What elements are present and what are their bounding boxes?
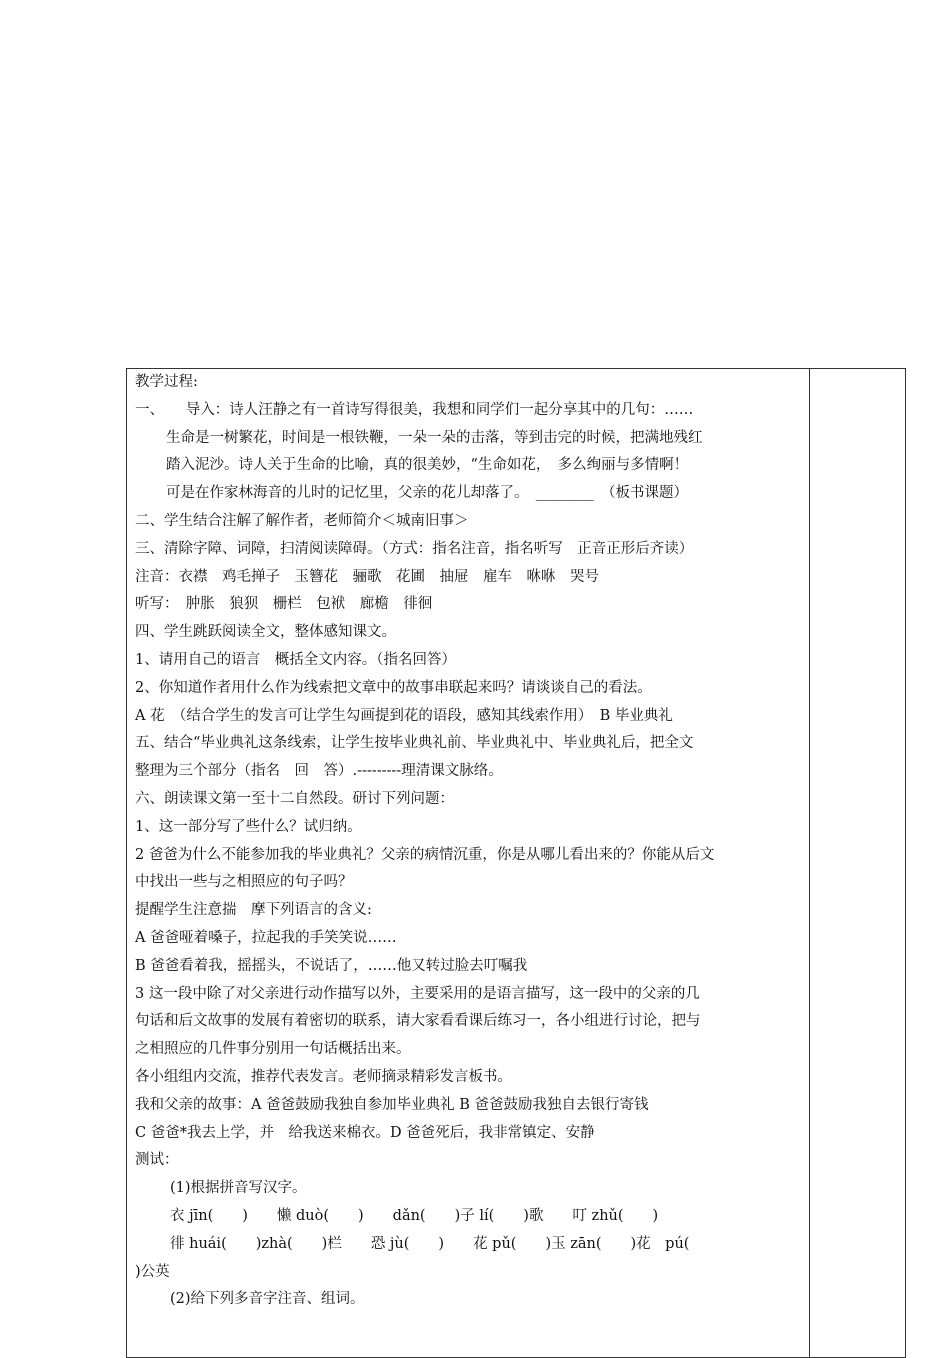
paragraph-line: 句话和后文故事的发展有着密切的联系，请大家看看课后练习一，各小组进行讨论，把与 — [135, 1013, 701, 1030]
paragraph-line: 一、 导入：诗人汪静之有一首诗写得很美，我想和同学们一起分享其中的几句：…… — [135, 401, 694, 418]
paragraph-line: A 花 （结合学生的发言可让学生勾画提到花的语段，感知其线索作用） B 毕业典礼 — [135, 707, 673, 724]
paragraph-line: 三、清除字障、词障，扫清阅读障碍。（方式：指名注音，指名听写 正音正形后齐读） — [135, 540, 694, 557]
lesson-content — [135, 369, 805, 1314]
paragraph-line: 我和父亲的故事：A 爸爸鼓励我独自参加毕业典礼 B 爸爸鼓励我独自去银行寄钱 — [135, 1096, 649, 1113]
exercise-line: )公英 — [135, 1263, 170, 1280]
lesson-plan-table — [126, 368, 906, 1358]
paragraph-line: 2 爸爸为什么不能参加我的毕业典礼？父亲的病情沉重，你是从哪儿看出来的？你能从后文 — [135, 846, 715, 863]
paragraph-line: 1、这一部分写了些什么？试归纳。 — [135, 818, 362, 835]
paragraph-line: 之相照应的几件事分别用一句话概括出来。 — [135, 1041, 411, 1058]
paragraph-line: 二、学生结合注解了解作者，老师简介＜城南旧事＞ — [135, 512, 469, 529]
paragraph-line: 2、你知道作者用什么作为线索把文章中的故事串联起来吗？请谈谈自己的看法。 — [135, 679, 652, 696]
paragraph-line: 中找出一些与之相照应的句子吗？ — [135, 874, 353, 891]
exercise-line: (1)根据拼音写汉字。 — [170, 1180, 307, 1197]
exercise-line: (2)给下列多音字注音、组词。 — [170, 1291, 365, 1308]
section-title: 教学过程: — [135, 374, 198, 390]
paragraph-line: 六、朗读课文第一至十二自然段。研讨下列问题： — [135, 790, 454, 807]
paragraph-line: 四、学生跳跃阅读全文，整体感知课文。 — [135, 624, 396, 641]
exercise-line: 徘 huái( )zhà( )栏 恐 jù( ) 花 pǔ( )玉 zān( )花 pú( — [170, 1235, 690, 1252]
paragraph-line: 注音：衣襟 鸡毛掸子 玉簪花 骊歌 花圃 抽屉 雇车 咻咻 哭号 — [135, 568, 599, 585]
paragraph-line: 整理为三个部分（指名 回 答）.---------理清课文脉络。 — [135, 763, 503, 780]
paragraph-line: B 爸爸看着我，摇摇头，不说话了，……他又转过脸去叮嘱我 — [135, 957, 528, 974]
paragraph-line: 可是在作家林海音的儿时的记忆里，父亲的花儿却落了。 ________ （板书课题） — [166, 485, 688, 502]
paragraph-line: 各小组组内交流，推荐代表发言。老师摘录精彩发言板书。 — [135, 1068, 512, 1085]
exercise-line: 衣 jīn( ) 懒 duò( ) dǎn( )子 lí( )歌 叮 zhǔ( ) — [170, 1207, 659, 1224]
paragraph-line: 测试： — [135, 1152, 179, 1169]
paragraph-line: C 爸爸*我去上学，并 给我送来棉衣。D 爸爸死后，我非常镇定、安静 — [135, 1124, 595, 1141]
paragraph-line: 五、结合“毕业典礼这条线索，让学生按毕业典礼前、毕业典礼中、毕业典礼后，把全文 — [135, 735, 694, 752]
paragraph-line: A 爸爸哑着嗓子，拉起我的手笑笑说…… — [135, 929, 397, 946]
table-column-divider — [809, 369, 810, 1357]
paragraph-line: 1、请用自己的语言 概括全文内容。（指名回答） — [135, 651, 456, 668]
paragraph-line: 踏入泥沙。诗人关于生命的比喻，真的很美妙，“生命如花， 多么绚丽与多情啊！ — [166, 457, 689, 474]
paragraph-line: 生命是一树繁花，时间是一根铁鞭，一朵一朵的击落，等到击完的时候，把满地残红 — [166, 429, 703, 446]
paragraph-line: 提醒学生注意揣 摩下列语言的含义: — [135, 902, 372, 919]
paragraph-line: 听写： 肿胀 狼狈 栅栏 包袱 廊檐 徘徊 — [135, 596, 433, 613]
paragraph-line: 3 这一段中除了对父亲进行动作描写以外，主要采用的是语言描写，这一段中的父亲的几 — [135, 985, 700, 1002]
